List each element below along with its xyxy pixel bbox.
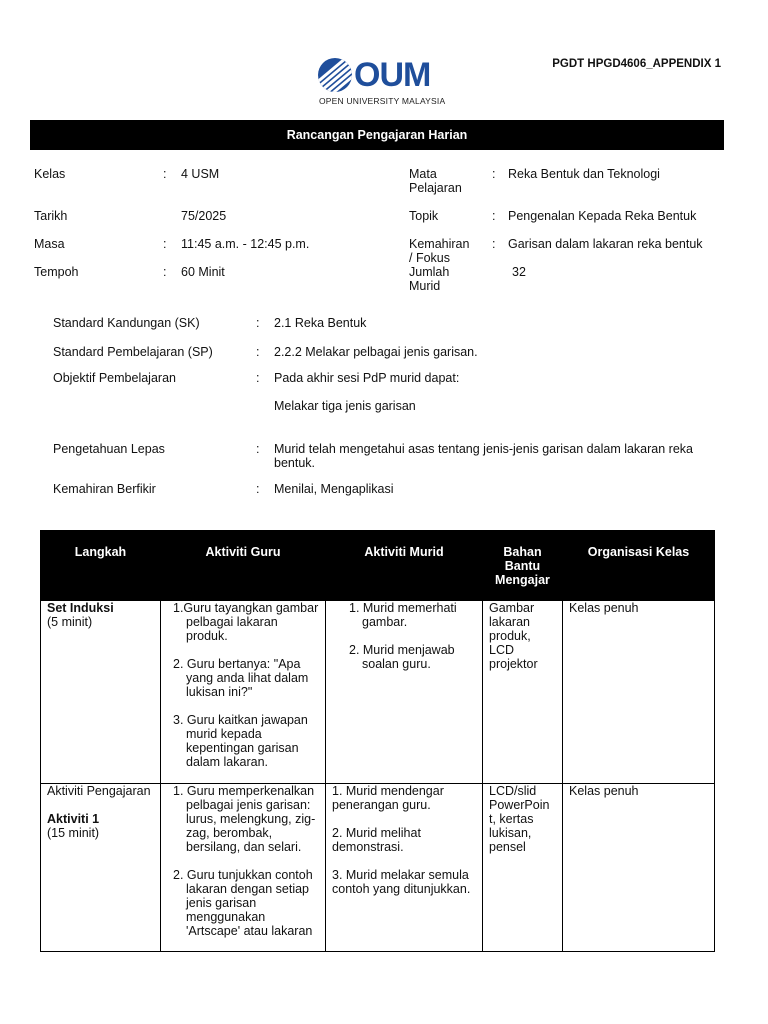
murid-cell (326, 601, 483, 784)
langkah-pre: Aktiviti Pengajaran (47, 784, 151, 798)
topik-label: Topik (409, 209, 439, 223)
murid-cell (326, 784, 483, 952)
sp-label: Standard Pembelajaran (SP) (53, 345, 213, 359)
murid-step: 2. Murid menjawab soalan guru. (349, 643, 455, 671)
organisasi-cell: Kelas penuh (563, 601, 715, 784)
oum-logo (318, 58, 452, 108)
header-organisasi: Organisasi Kelas (563, 531, 715, 601)
tarikh-value: 75/2025 (181, 209, 227, 223)
objektif-label: Objektif Pembelajaran (53, 371, 176, 385)
lesson-plan-table (40, 530, 715, 952)
murid-step: 2. Murid melihat demonstrasi. (332, 826, 421, 854)
sk-label: Standard Kandungan (SK) (53, 316, 200, 330)
page-title: Rancangan Pengajaran Harian (30, 120, 724, 150)
kemahiran-label-line2: / Fokus (409, 251, 450, 265)
murid-step: 3. Murid melakar semula contoh yang ditunjukkan. (332, 868, 471, 896)
sk-value: 2.1 Reka Bentuk (274, 316, 367, 330)
jumlah-value: 32 (512, 265, 526, 279)
tarikh-label: Tarikh (34, 209, 68, 223)
header-aktiviti-murid: Aktiviti Murid (326, 531, 483, 601)
table-row (41, 784, 715, 952)
guru-step: 2. Guru bertanya: "Apa yang anda lihat dalam lukisan ini?" (173, 657, 309, 699)
header-langkah: Langkah (41, 531, 161, 601)
guru-step: 1. Guru memperkenalkan pelbagai jenis garisan: lurus, melengkung, zig-zag, berombak, bersilang, dan selari. (173, 784, 316, 854)
bahan-cell: LCD/slid PowerPoin t, kertas lukisan, pensel (483, 784, 563, 952)
mata-value: Reka Bentuk dan Teknologi (508, 167, 660, 181)
colon: : (256, 371, 260, 385)
logo-subtitle: OPEN UNIVERSITY MALAYSIA (319, 96, 446, 106)
table-row (41, 601, 715, 784)
colon: : (256, 482, 260, 496)
guru-step: 3. Guru kaitkan jawapan murid kepada kepentingan garisan dalam lakaran. (173, 713, 308, 769)
masa-value: 11:45 a.m. - 12:45 p.m. (181, 237, 310, 251)
colon: : (492, 237, 496, 251)
jumlah-label-line1: Jumlah (409, 265, 450, 279)
sp-value: 2.2.2 Melakar pelbagai jenis garisan. (274, 345, 478, 359)
mata-label-line1: Mata (409, 167, 437, 181)
colon: : (492, 209, 496, 223)
document-code: PGDT HPGD4606_APPENDIX 1 (552, 58, 721, 70)
langkah-time: (5 minit) (47, 615, 93, 629)
bahan-cell: Gambar lakaran produk, LCD projektor (483, 601, 563, 784)
pengetahuan-label: Pengetahuan Lepas (53, 442, 165, 456)
colon: : (163, 237, 167, 251)
colon: : (256, 442, 260, 456)
berfikir-value: Menilai, Mengaplikasi (274, 482, 394, 496)
murid-step: 1. Murid memerhati gambar. (349, 601, 457, 629)
kemahiran-value: Garisan dalam lakaran reka bentuk (508, 237, 703, 251)
tempoh-value: 60 Minit (181, 265, 225, 279)
pengetahuan-value: Murid telah mengetahui asas tentang jenis-jenis garisan dalam lakaran reka bentuk. (274, 442, 693, 470)
tempoh-label: Tempoh (34, 265, 79, 279)
colon: : (256, 316, 260, 330)
header-aktiviti-guru: Aktiviti Guru (161, 531, 326, 601)
colon: : (163, 265, 167, 279)
guru-step: 1.Guru tayangkan gambar pelbagai lakaran produk. (173, 601, 319, 643)
logo-word: OUM (354, 56, 431, 94)
guru-step: 2. Guru tunjukkan contoh lakaran dengan setiap jenis garisan menggunakan 'Artscape' atau lakaran (173, 868, 313, 938)
topik-value: Pengenalan Kepada Reka Bentuk (508, 209, 697, 223)
header-bahan: Bahan Bantu Mengajar (483, 531, 563, 601)
langkah-cell (41, 601, 161, 784)
murid-step: 1. Murid mendengar penerangan guru. (332, 784, 444, 812)
colon: : (492, 167, 496, 181)
kelas-label: Kelas (34, 167, 66, 181)
colon: : (163, 167, 167, 181)
colon: : (256, 345, 260, 359)
jumlah-label-line2: Murid (409, 279, 441, 293)
objektif-value-2: Melakar tiga jenis garisan (274, 399, 416, 413)
langkah-title: Set Induksi (47, 601, 114, 615)
objektif-value-1: Pada akhir sesi PdP murid dapat: (274, 371, 460, 385)
guru-cell (161, 784, 326, 952)
kelas-value: 4 USM (181, 167, 220, 181)
guru-cell (161, 601, 326, 784)
masa-label: Masa (34, 237, 65, 251)
oum-globe-icon (318, 58, 352, 92)
langkah-title: Aktiviti 1 (47, 812, 100, 826)
mata-label-line2: Pelajaran (409, 181, 462, 195)
langkah-cell (41, 784, 161, 952)
langkah-time: (15 minit) (47, 826, 100, 840)
kemahiran-label-line1: Kemahiran (409, 237, 470, 251)
organisasi-cell: Kelas penuh (563, 784, 715, 952)
table-header-row (41, 531, 715, 601)
berfikir-label: Kemahiran Berfikir (53, 482, 156, 496)
